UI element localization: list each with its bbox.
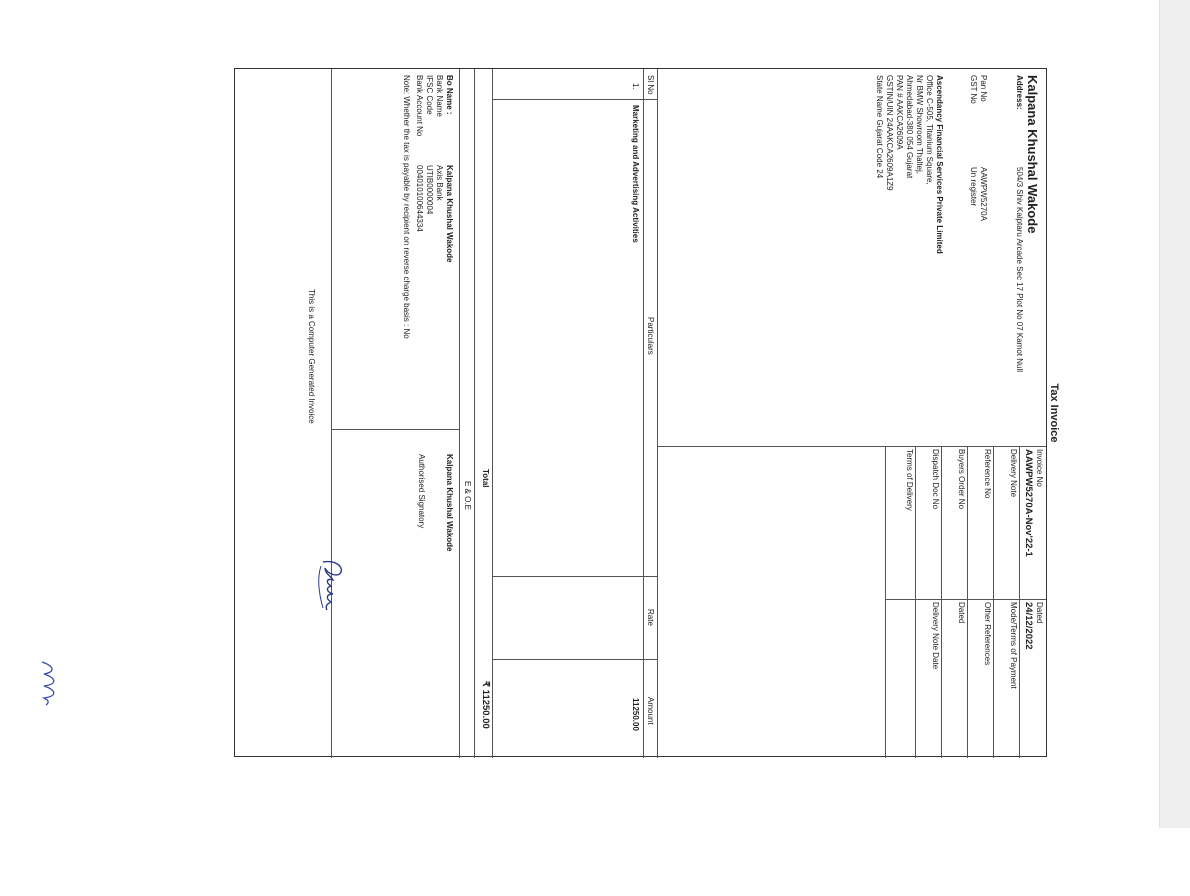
buyer-line: State Name Gujarat Code 24 — [875, 75, 884, 179]
divider — [915, 446, 916, 758]
divider — [941, 446, 942, 758]
header-rate: Rate — [646, 609, 655, 626]
bank-value: UTIB0000004 — [425, 165, 434, 215]
eoe-text: E & O.E — [463, 481, 472, 510]
divider — [886, 599, 1046, 600]
divider — [493, 99, 658, 100]
footer-text: This is a Computer Generated Invoice — [307, 289, 316, 424]
header-particulars: Particulars — [646, 317, 655, 355]
divider — [331, 69, 332, 758]
divider — [967, 446, 968, 758]
divider — [332, 429, 460, 430]
divider — [643, 69, 644, 758]
rotated-invoice-page — [307, 68, 1061, 896]
divider — [658, 446, 1046, 447]
seller-address: 504/3 Shiv Kalptaru Arcade Sec 17 Plot No 07 Kamot Null — [1015, 167, 1024, 373]
bank-label: Bo Name : — [445, 75, 454, 115]
invoice-frame — [234, 68, 1047, 757]
divider — [493, 659, 658, 660]
header-sl-no: Sl No — [646, 75, 655, 95]
buyers-order-label: Buyers Order No — [957, 449, 966, 510]
divider — [493, 576, 658, 577]
divider — [885, 446, 886, 758]
reference-no-label: Reference No — [983, 449, 992, 499]
buyer-line: Office C-505, Titanium Square, — [925, 75, 934, 185]
delivery-note-date-label: Delivery Note Date — [931, 602, 940, 670]
divider — [474, 69, 475, 758]
dated-label: Dated — [1035, 602, 1044, 624]
buyer-line: GSTIN/UIN 24AAKCA2609A1Z9 — [885, 75, 894, 191]
signatory-for-name: Kalpana Khushal Wakode — [445, 454, 454, 552]
mode-terms-label: Mode/Terms of Payment — [1009, 602, 1018, 689]
bank-label: Bank Name — [435, 75, 444, 117]
other-references-label: Other References — [983, 602, 992, 666]
terms-of-delivery-label: Terms of Delivery — [905, 449, 914, 511]
scroll-rail[interactable] — [1159, 0, 1190, 828]
bank-value: 004010100644334 — [415, 165, 424, 232]
invoice-no-label: Invoice No — [1035, 449, 1044, 487]
bank-value: Axis Bank — [435, 165, 444, 201]
address-label: Address: — [1015, 75, 1024, 110]
invoice-no-value: AAWPW5270A-Nov'22-1 — [1023, 449, 1034, 557]
row-amount: 11250.00 — [631, 698, 640, 731]
divider — [1019, 446, 1020, 758]
signature — [315, 558, 345, 612]
total-value: ₹ 11250.00 — [480, 681, 491, 729]
bank-value: Kalpana Khushal Wakode — [445, 165, 454, 263]
divider — [492, 69, 493, 758]
document-title: Tax Invoice — [1048, 383, 1060, 443]
reverse-charge-note: Note: Whether the tax is payable by recipient on reverse charge basis : No — [402, 75, 411, 339]
seller-name: Kalpana Khushal Wakode — [1025, 75, 1040, 234]
row-sl: 1. — [631, 83, 640, 90]
divider — [657, 69, 658, 758]
dated-value: 24/12/2022 — [1023, 602, 1034, 650]
delivery-note-label: Delivery Note — [1009, 449, 1018, 498]
dispatch-doc-label: Dispatch Doc No — [931, 449, 940, 510]
gst-value: Un register — [969, 167, 978, 207]
pan-label: Pan No — [979, 75, 988, 102]
gst-label: GST No — [969, 75, 978, 104]
dated2-label: Dated — [957, 602, 966, 624]
total-label: Total — [481, 469, 490, 488]
buyer-line: PAN # AAKCA2609A — [895, 75, 904, 150]
buyer-line: Nr BMW Showroom Thaltej, — [915, 75, 924, 174]
pan-value: AAWPW5270A — [979, 167, 988, 221]
bank-label: Bank Account No — [415, 75, 424, 137]
bank-label: IFSC Code — [425, 75, 434, 115]
pen-scribble — [36, 660, 60, 706]
header-amount: Amount — [646, 697, 655, 725]
buyer-name: Ascendancy Financial Services Private Limited — [935, 75, 944, 254]
row-particulars: Marketing and Advertising Activities — [631, 105, 640, 243]
divider — [459, 69, 460, 758]
divider — [993, 446, 994, 758]
authorised-signatory-label: Authorised Signatory — [417, 454, 426, 529]
buyer-line: Ahmedabad-380 054 Gujarat — [905, 75, 914, 179]
